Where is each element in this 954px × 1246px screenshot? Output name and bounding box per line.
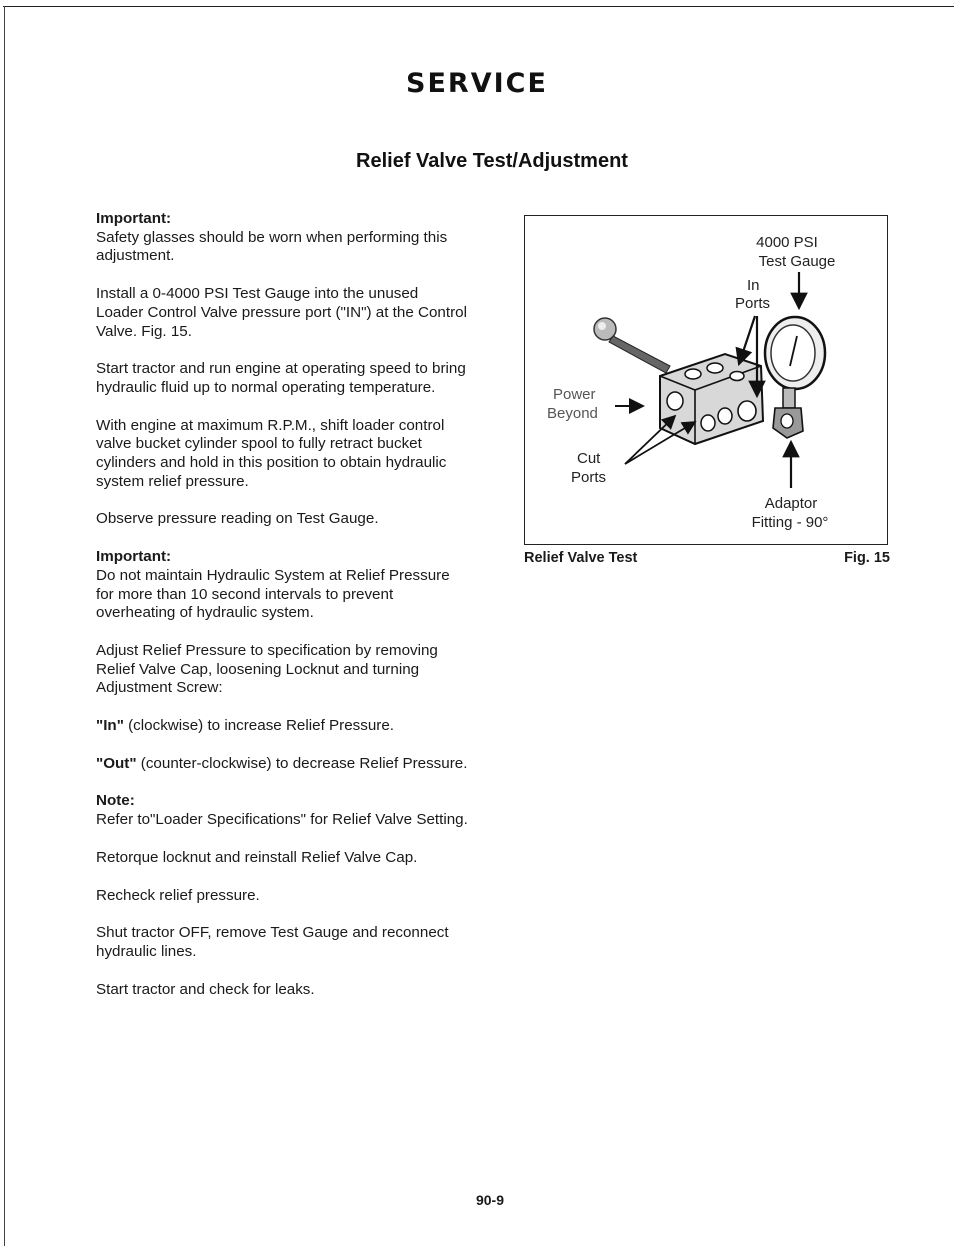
spool-handle	[594, 318, 670, 373]
control-valve-body	[660, 354, 763, 444]
page-title: SERVICE	[406, 68, 548, 99]
shut-paragraph: Shut tractor OFF, remove Test Gauge and reconnect hydraulic lines.	[96, 924, 449, 960]
out-text: (counter-clockwise) to decrease Relief Pressure.	[136, 754, 468, 772]
important-note-2	[96, 548, 468, 623]
observe-paragraph: Observe pressure reading on Test Gauge.	[96, 510, 379, 528]
test-gauge	[765, 317, 825, 438]
in-ports-label-line1: In	[747, 277, 760, 294]
in-instruction	[96, 717, 468, 736]
adaptor-label-line1: Adaptor	[764, 495, 818, 512]
in-label: "In"	[96, 717, 124, 735]
retorque-paragraph: Retorque locknut and reinstall Relief Valve Cap.	[96, 848, 418, 866]
power-beyond-label-line2: Beyond	[547, 405, 598, 422]
in-text: (clockwise) to increase Relief Pressure.	[123, 717, 394, 735]
install-paragraph: Install a 0-4000 PSI Test Gauge into the unused Loader Control Valve pressure port ("IN") at the Control Valve. Fig. 15.	[96, 285, 467, 340]
power-beyond-label-line1: Power	[553, 386, 596, 403]
in-port-arrow-1	[739, 316, 755, 364]
important-label: Important:	[96, 548, 172, 566]
note-label: Note:	[96, 792, 135, 810]
figure-caption: Relief Valve Test	[524, 550, 638, 566]
instructions-column	[96, 210, 468, 1018]
adjust-paragraph: Adjust Relief Pressure to specification by removing Relief Valve Cap, loosening Locknut and turning Adjustment Screw:	[96, 641, 438, 697]
relief-valve-illustration	[525, 216, 887, 544]
figure-number: Fig. 15	[844, 550, 890, 566]
page-border-top	[3, 6, 954, 7]
cut-port-arrow-1	[625, 416, 675, 464]
start-paragraph: Start tractor and run engine at operating speed to bring hydraulic fluid up to normal operating temperature.	[96, 360, 466, 396]
cut-ports-label-line2: Ports	[571, 469, 607, 486]
adaptor-label-line2: Fitting - 90°	[751, 514, 829, 531]
figure-relief-valve-test	[524, 215, 888, 545]
out-label: "Out"	[96, 754, 137, 772]
important-text: Do not maintain Hydraulic System at Relief Pressure for more than 10 second intervals to prevent overheating of hydraulic system.	[96, 566, 450, 622]
page-number: 90-9	[475, 1192, 505, 1208]
out-instruction	[96, 755, 468, 774]
page-border-left	[4, 6, 5, 1246]
important-note-1	[96, 210, 468, 266]
leaks-paragraph: Start tractor and check for leaks.	[96, 980, 315, 998]
cut-ports-label-line1: Cut	[577, 450, 601, 467]
note	[96, 792, 468, 829]
note-text: Refer to"Loader Specifications" for Relief Valve Setting.	[96, 811, 468, 829]
important-text: Safety glasses should be worn when performing this adjustment.	[96, 228, 448, 265]
recheck-paragraph: Recheck relief pressure.	[96, 886, 260, 904]
important-label: Important:	[96, 210, 172, 227]
in-ports-label-line2: Ports	[735, 295, 771, 312]
gauge-label-line2: Test Gauge	[758, 253, 836, 270]
engine-paragraph: With engine at maximum R.P.M., shift loader control valve bucket cylinder spool to fully retract bucket cylinders and hold in this position to obtain hydraulic system relief pressure.	[96, 416, 447, 490]
section-title: Relief Valve Test/Adjustment	[356, 150, 628, 172]
gauge-label-line1: 4000 PSI	[756, 234, 818, 251]
